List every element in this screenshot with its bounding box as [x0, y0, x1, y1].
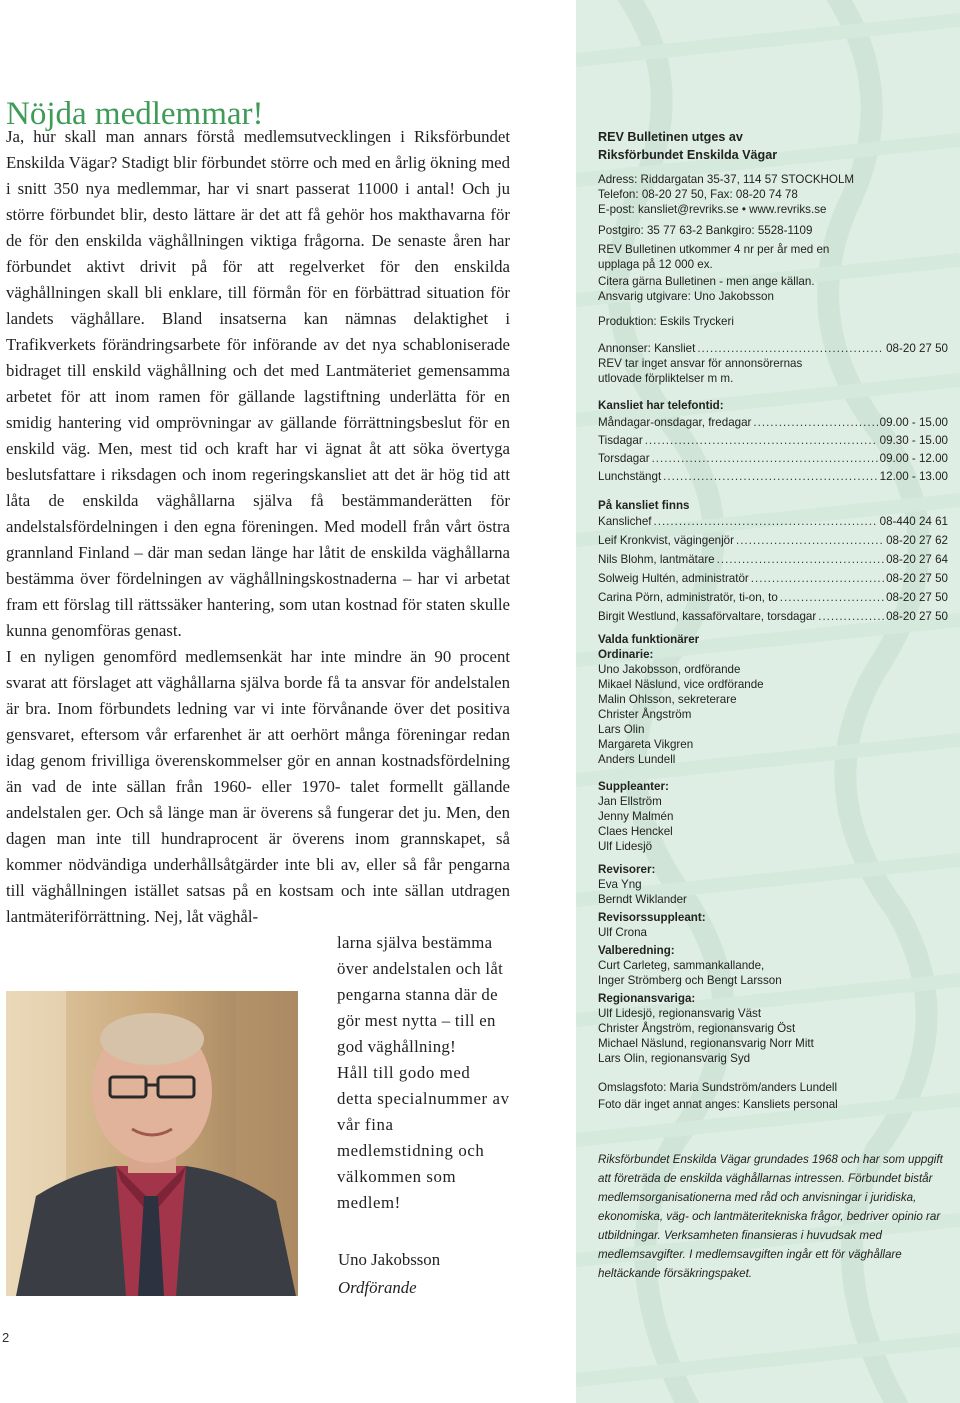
about-text: Riksförbundet Enskilda Vägar grundades 1968 och har som uppgift att företräda de enskilda väghållarnas intressen. Förbundet bistår medlemsorganisationerna med råd och anvisningar i juridiska, ekonomiska, väg- och lantmäteritekniska frågor, bedriver opinio rar utbildningar. Verksamheten finansieras i huvudsak med medlemsavgifter. I medlemsavgiften ingår ett för väghållare heltäckande försäkringspaket. — [598, 1153, 943, 1280]
leader-dots — [654, 514, 878, 529]
deputies-heading: Suppleanter: — [598, 780, 669, 793]
staff-phone: 08-20 27 62 — [886, 534, 948, 547]
nomination-member: Curt Carleteg, sammankallande, — [598, 959, 765, 972]
hours-value: 09.30 - 15.00 — [879, 434, 948, 447]
publisher-name: Riksförbundet Enskilda Vägar — [598, 148, 778, 162]
signature-role: Ordförande — [338, 1278, 417, 1297]
official-name: Margareta Vikgren — [598, 738, 694, 751]
leader-dots — [717, 552, 884, 567]
address: Adress: Riddargatan 35-37, 114 57 STOCKHOLM — [598, 173, 855, 186]
official-name: Lars Olin — [598, 723, 645, 736]
auditors-heading: Revisorer: — [598, 863, 656, 876]
official-name: Mikael Näslund, vice ordförande — [598, 678, 764, 691]
officials-heading: Valda funktionärer — [598, 633, 700, 646]
staff-label: Birgit Westlund, kassaförvaltare, torsdagar — [598, 610, 817, 623]
ads-note: utlovade förpliktelser m m. — [598, 372, 734, 385]
phone-fax: Telefon: 08-20 27 50, Fax: 08-20 74 78 — [598, 188, 798, 201]
deputy-name: Claes Henckel — [598, 825, 673, 838]
official-name: Anders Lundell — [598, 753, 676, 766]
staff-phone: 08-20 27 64 — [886, 553, 948, 566]
leader-dots — [736, 533, 884, 548]
article-paragraph: Ja, hur skall man annars förstå medlemsutvecklingen i Riksförbundet Enskilda Vägar? Stadigt blir förbundet större och med en årlig ökning med i snitt 350 nya medlemmar, har vi snart passerat 11000 i antal! Och ju större förbundet blir, desto lättare är det att få gehör hos makthavarna för de för den enskilda väghållningen viktiga frågorna. De senaste åren har förbundet aktivt drivit på för att regelverket för den enskilda väghållningen skall bli enklare, till förmån för en förbättrad situation för landets väghållare. Bland insatserna kan nämnas delaktighet i Trafikverkets förändringsarbete för införande av det nya schabloniserade bidraget till enskild väghållning och det med Lantmäteriet gemensamma arbetet för att inom ramen för gällande lagstiftning underlätta för en smidig hantering vid omprövningar av gällande förrättningsbeslut för en enskild väg. Men, mest tid och kraft har vi ägnat åt att söka övertyga beslutsfattare i riksdagen och inom regeringskansliet att det är hög tid att låta de enskilda väghållarna själva få bestämmanderätten för andelstalsfördelningen i den egna föreningen. Med modell från vårt östra grannland Finland – där man sedan länge har låtit de enskilda väghållarna bestämma över fördelningen av väghållningskostnaderna – har vi arbetat fram ett förslag till rättssäker hantering, som utan kostnad för staten skulle kunna genomföras genast. — [6, 127, 510, 640]
page-number: 2 — [2, 1330, 10, 1345]
deputy-auditor-heading: Revisorssuppleant: — [598, 911, 706, 924]
staff-phone: 08-440 24 61 — [879, 515, 948, 528]
staff-label: Solweig Hultén, administratör — [598, 572, 749, 585]
leader-dots — [645, 433, 878, 448]
article-paragraph: larna själva bestämma över andelstalen och låt pengarna stanna där de gör mest nytta – till en god väghållning! — [337, 933, 504, 1056]
leader-dots — [652, 451, 878, 466]
leader-dots — [818, 609, 884, 624]
official-name: Malin Ohlsson, sekreterare — [598, 693, 737, 706]
regional-contact: Lars Olin, regionansvarig Syd — [598, 1052, 751, 1065]
citation-note: Citera gärna Bulletinen - men ange källan. — [598, 275, 815, 288]
email-web: E-post: kansliet@revriks.se • www.revriks.se — [598, 203, 827, 216]
hours-value: 09.00 - 15.00 — [879, 416, 948, 429]
leader-dots — [751, 571, 884, 586]
phone-hours-row — [598, 451, 948, 466]
cover-photo-credit: Omslagsfoto: Maria Sundström/anders Lundell — [598, 1081, 838, 1094]
regional-heading: Regionansvariga: — [598, 992, 696, 1005]
publisher-heading: REV Bulletinen utges av — [598, 130, 743, 144]
production: Produktion: Eskils Tryckeri — [598, 315, 734, 328]
staff-row — [598, 514, 948, 529]
staff-row — [598, 571, 948, 586]
deputy-name: Jan Ellström — [598, 795, 662, 808]
hours-value: 12.00 - 13.00 — [879, 470, 948, 483]
hours-label: Tisdagar — [598, 434, 643, 447]
staff-row — [598, 590, 948, 605]
staff-label: Leif Kronkvist, vägingenjör — [598, 534, 734, 547]
leader-dots — [780, 590, 884, 605]
info-sidebar — [576, 0, 960, 1403]
regional-contact: Ulf Lidesjö, regionansvarig Väst — [598, 1007, 762, 1020]
nomination-heading: Valberedning: — [598, 944, 675, 957]
ads-row — [598, 341, 948, 356]
ads-label: Annonser: Kansliet — [598, 342, 696, 355]
auditor-name: Berndt Wiklander — [598, 893, 687, 906]
hours-label: Torsdagar — [598, 452, 650, 465]
deputy-name: Ulf Lidesjö — [598, 840, 653, 853]
leader-dots — [753, 415, 877, 430]
staff-row — [598, 552, 948, 567]
hours-value: 09.00 - 12.00 — [879, 452, 948, 465]
official-name: Christer Ångström — [598, 708, 692, 721]
phone-hours-row — [598, 433, 948, 448]
deputy-name: Jenny Malmén — [598, 810, 674, 823]
hours-label: Måndagar-onsdagar, fredagar — [598, 416, 752, 429]
staff-label: Carina Pörn, administratör, ti-on, to — [598, 591, 778, 604]
staff-phone: 08-20 27 50 — [886, 610, 948, 623]
article-paragraph: Håll till godo med detta specialnummer av vår fina medlemstidning och välkommen som medlem! — [337, 1063, 510, 1212]
nomination-member: Inger Strömberg och Bengt Larsson — [598, 974, 782, 987]
article-title: Nöjda medlemmar! — [6, 96, 264, 133]
issue-info: upplaga på 12 000 ex. — [598, 258, 713, 271]
signature-name: Uno Jakobsson — [338, 1250, 441, 1269]
staff-row — [598, 533, 948, 548]
hours-label: Lunchstängt — [598, 470, 662, 483]
auditor-name: Eva Yng — [598, 878, 642, 891]
ads-note: REV tar inget ansvar för annonsörernas — [598, 357, 803, 370]
staff-phone: 08-20 27 50 — [886, 591, 948, 604]
chairman-portrait — [6, 991, 298, 1296]
responsible-publisher: Ansvarig utgivare: Uno Jakobsson — [598, 290, 774, 303]
leader-dots — [663, 469, 877, 484]
photo-credit: Foto där inget annat anges: Kansliets personal — [598, 1098, 838, 1111]
leader-dots — [697, 341, 884, 356]
deputy-auditor-name: Ulf Crona — [598, 926, 647, 939]
staff-row — [598, 609, 948, 624]
article-paragraph: I en nyligen genomförd medlemsenkät har inte mindre än 90 procent svarat att förslaget att väghållarna själva borde få ta ansvar för andelstalen är bra. Inom förbundets ledning var vi inte förvånande över det positiva gensvaret, eftersom vår erfarenhet är att oerhört många föreningar redan idag genom frivilliga överenskommelser gör en annan kostnadsfördelning än vad de inte sällan från 1960- eller 1970- talet formellt gällande andelstalen ger. Och så länge man är överens så fungerar det ju. Men, den dagen man inte till hundraprocent är överens inom grannskapet, så kommer nödvändiga underhållsåtgärder inte bli av, eller så får pengarna till väghållningen istället satsas på en kostsam och inte sällan utdragen lantmäteriförrättning. Nej, låt väghål- — [6, 647, 510, 926]
regional-contact: Michael Näslund, regionansvarig Norr Mitt — [598, 1037, 814, 1050]
regional-contact: Christer Ångström, regionansvarig Öst — [598, 1022, 796, 1035]
ordinary-heading: Ordinarie: — [598, 648, 654, 661]
official-name: Uno Jakobsson, ordförande — [598, 663, 741, 676]
giro: Postgiro: 35 77 63-2 Bankgiro: 5528-1109 — [598, 224, 813, 237]
staff-label: Kanslichef — [598, 515, 652, 528]
phone-hours-heading: Kansliet har telefontid: — [598, 399, 724, 412]
staff-phone: 08-20 27 50 — [886, 572, 948, 585]
ads-phone: 08-20 27 50 — [886, 342, 948, 355]
staff-heading: På kansliet finns — [598, 499, 690, 512]
phone-hours-row — [598, 469, 948, 484]
issue-info: REV Bulletinen utkommer 4 nr per år med en — [598, 243, 830, 256]
phone-hours-row — [598, 415, 948, 430]
staff-label: Nils Blohm, lantmätare — [598, 553, 715, 566]
